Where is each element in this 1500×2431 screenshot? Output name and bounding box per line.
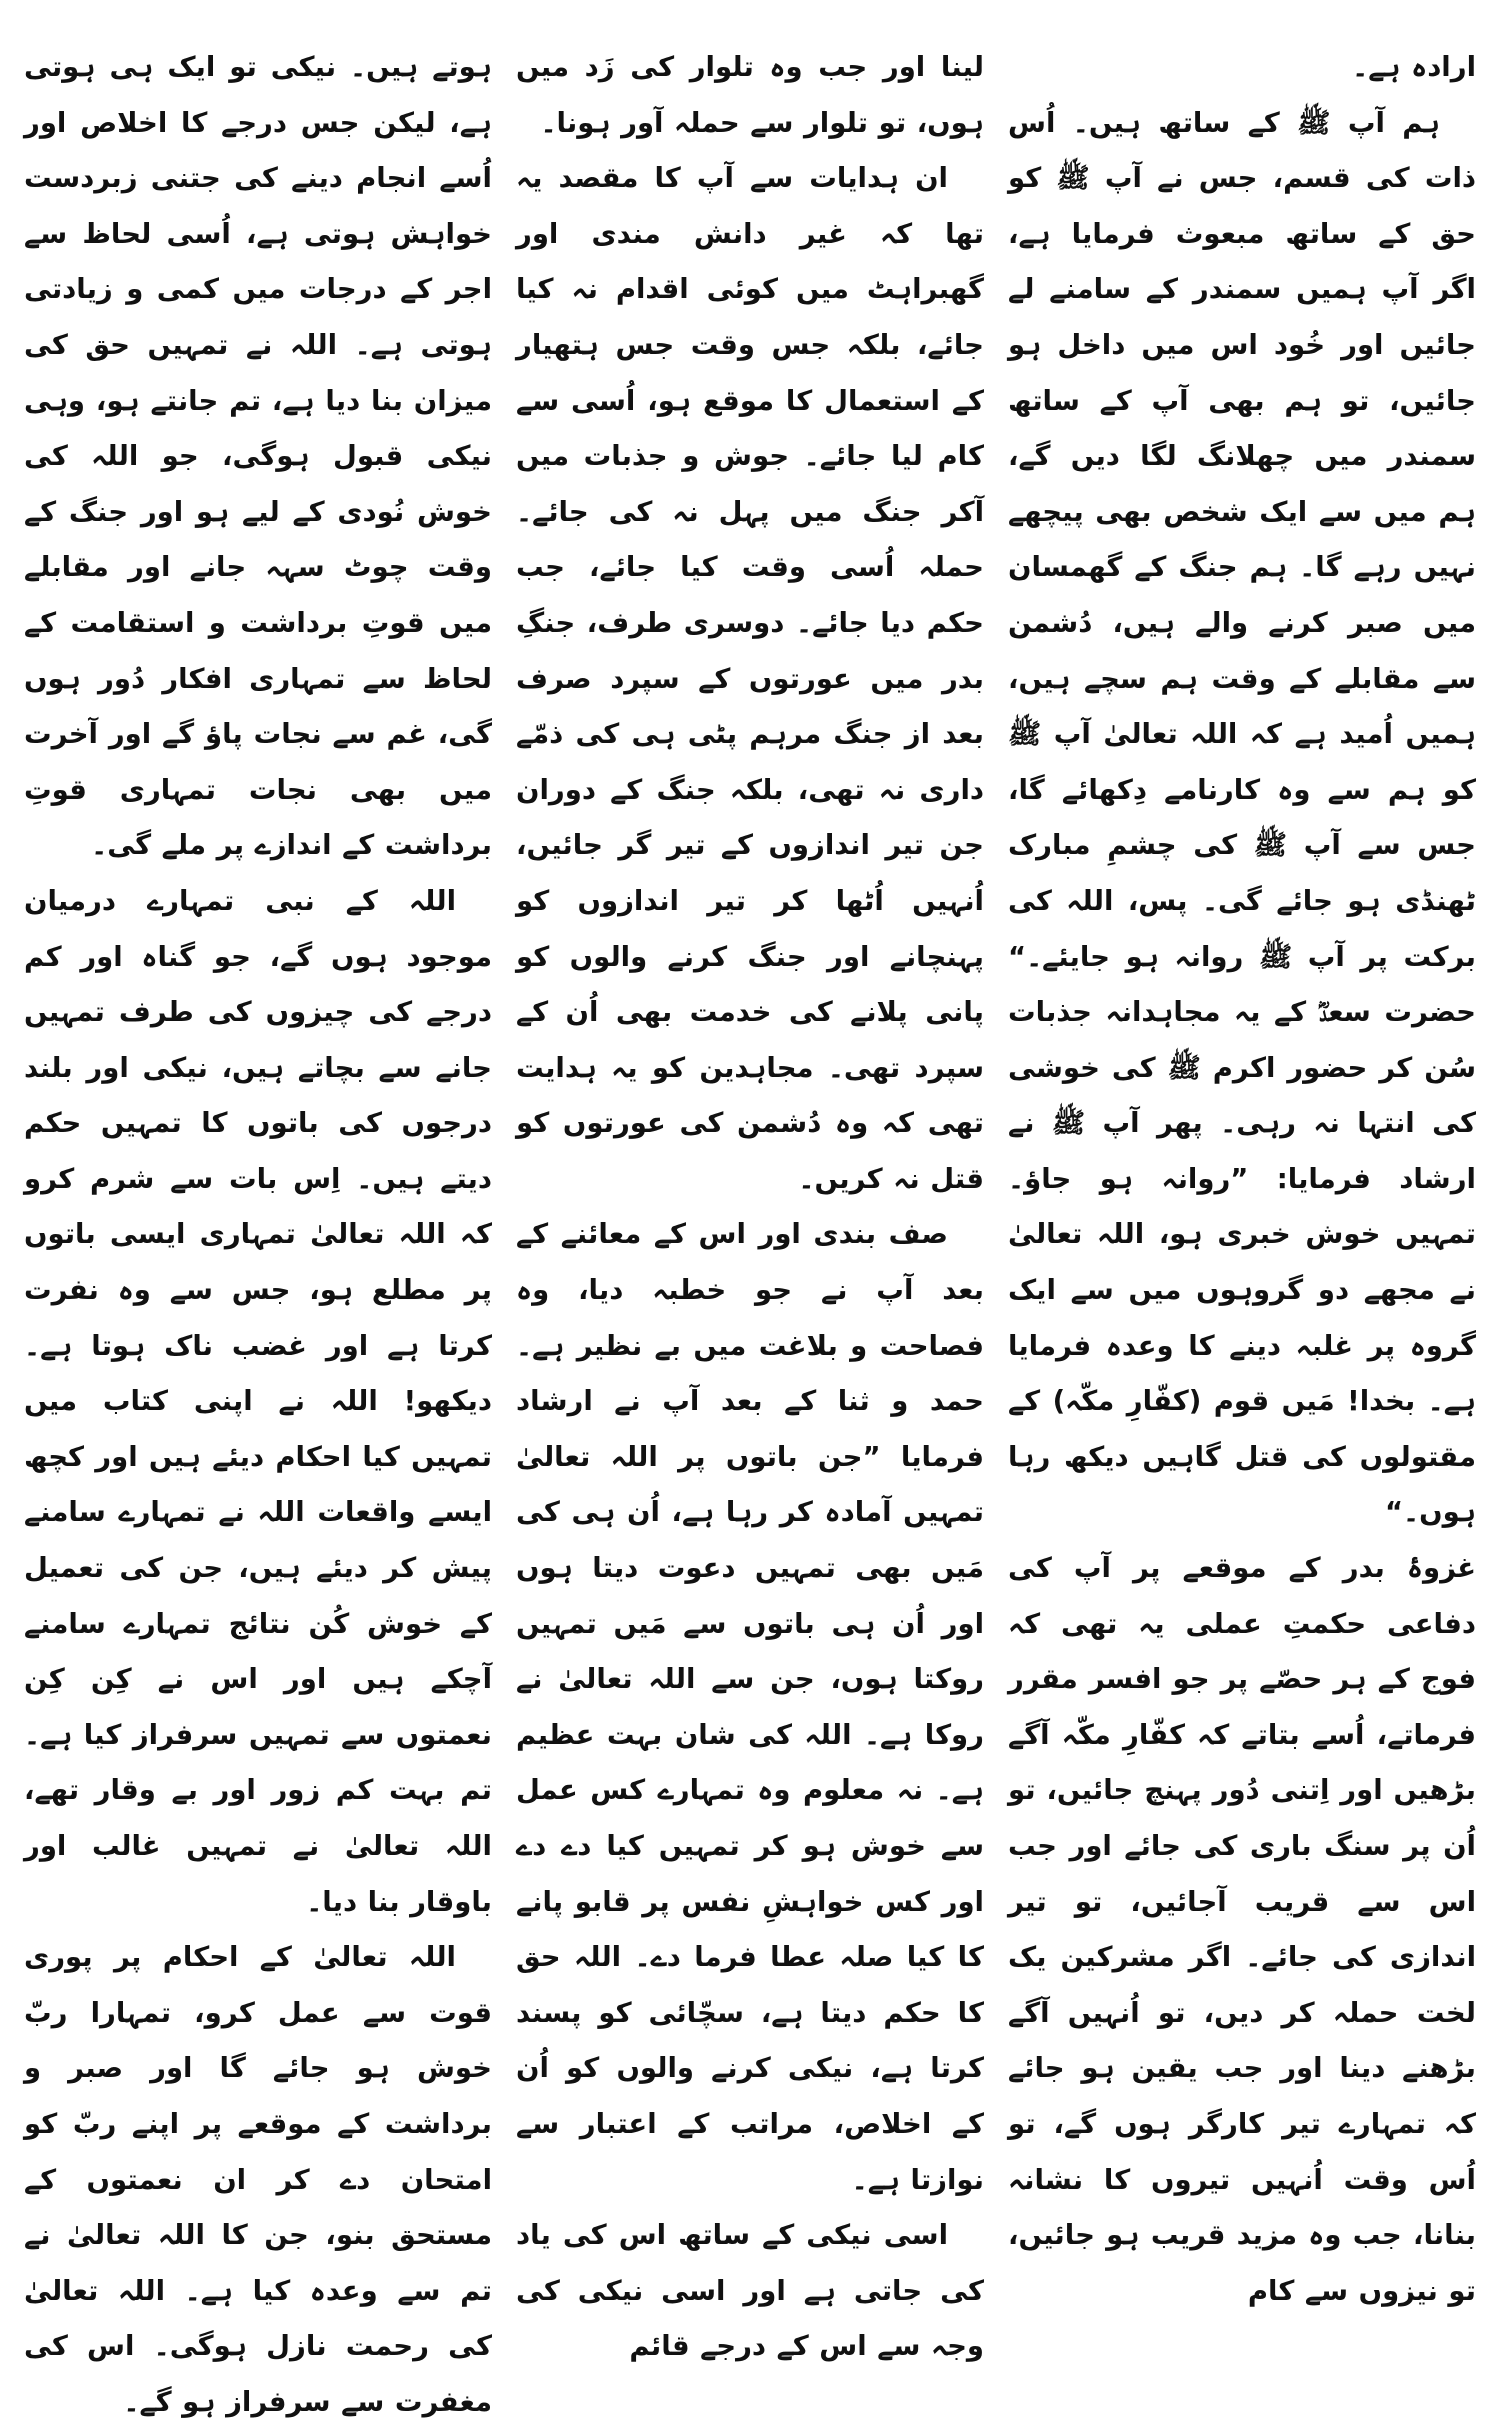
text-column-left	[24, 40, 492, 2418]
paragraph: ہوتے ہیں۔ نیکی تو ایک ہی ہوتی ہے، لیکن جس درجے کا اخلاص اور اُسے انجام دینے کی جتنی زبردست خواہش ہوتی ہے، اُسی لحاظ سے اجر کے درجات میں کمی و زیادتی ہوتی ہے۔ اللہ نے تمہیں حق کی میزان بنا دیا ہے، تم جانتے ہو، وہی نیکی قبول ہوگی، جو اللہ کی خوش نُودی کے لیے ہو اور جنگ کے وقت چوٹ سہہ جانے اور مقابلے میں قوتِ برداشت و استقامت کے لحاظ سے تمہاری افکار دُور ہوں گی، غم سے نجات پاؤ گے اور آخرت میں بھی نجات تمہاری قوتِ برداشت کے اندازے پر ملے گی۔	[24, 51, 492, 862]
paragraph: اللہ کے نبی تمہارے درمیان موجود ہوں گے، جو گناہ اور کم درجے کی چیزوں کی طرف تمہیں جانے سے بچاتے ہیں، نیکی اور بلند درجوں کی باتوں کا تمہیں حکم دیتے ہیں۔ اِس بات سے شرم کرو کہ اللہ تعالیٰ تمہاری ایسی باتوں پر مطلع ہو، جس سے وہ نفرت کرتا ہے اور غضب ناک ہوتا ہے۔ دیکھو! اللہ نے اپنی کتاب میں تمہیں کیا احکام دیئے ہیں اور کچھ ایسے واقعات اللہ نے تمہارے سامنے پیش کر دیئے ہیں، جن کی تعمیل کے خوش کُن نتائج تمہارے سامنے آچکے ہیں اور اس نے کِن کِن نعمتوں سے تمہیں سرفراز کیا ہے۔ تم بہت کم زور اور بے وقار تھے، اللہ تعالیٰ نے تمہیں غالب اور باوقار بنا دیا۔	[24, 884, 492, 1918]
paragraph: لینا اور جب وہ تلوار کی زَد میں ہوں، تو تلوار سے حملہ آور ہونا۔	[516, 51, 984, 139]
text-column-right	[1008, 40, 1476, 2307]
paragraph: ارادہ ہے۔	[1352, 51, 1476, 83]
paragraph: اسی نیکی کے ساتھ اس کی یاد کی جاتی ہے اور اسی نیکی کی وجہ سے اس کے درجے قائم	[516, 2219, 984, 2363]
paragraph: ہم آپ ﷺ کے ساتھ ہیں۔ اُس ذات کی قسم، جس نے آپ ﷺ کو حق کے ساتھ مبعوث فرمایا ہے، اگر آپ ہمیں سمندر کے سامنے لے جائیں اور خُود اس میں داخل ہو جائیں، تو ہم بھی آپ کے ساتھ سمندر میں چھلانگ لگا دیں گے، ہم میں سے ایک شخص بھی پیچھے نہیں رہے گا۔ ہم جنگ کے گھمسان میں صبر کرنے والے ہیں، دُشمن سے مقابلے کے وقت ہم سچے ہیں، ہمیں اُمید ہے کہ اللہ تعالیٰ آپ ﷺ کو ہم سے وہ کارنامے دِکھائے گا، جس سے آپ ﷺ کی چشمِ مبارک ٹھنڈی ہو جائے گی۔ پس، اللہ کی برکت پر آپ ﷺ روانہ ہو جایئے۔“ حضرت سعدؓ کے یہ مجاہدانہ جذبات سُن کر حضور اکرم ﷺ کی خوشی کی انتہا نہ رہی۔ پھر آپ ﷺ نے ارشاد فرمایا: ”روانہ ہو جاؤ۔ تمہیں خوش خبری ہو، اللہ تعالیٰ نے مجھے دو گروہوں میں سے ایک گروہ پر غلبہ دینے کا وعدہ فرمایا ہے۔ بخدا! مَیں قوم (کفّارِ مکّہ) کے مقتولوں کی قتل گاہیں دیکھ رہا ہوں۔“	[1008, 106, 1476, 1529]
paragraph: اللہ تعالیٰ کے احکام پر پوری قوت سے عمل کرو، تمہارا ربّ خوش ہو جائے گا اور صبر و برداشت کے موقعے پر اپنے ربّ کو امتحان دے کر ان نعمتوں کے مستحق بنو، جن کا اللہ تعالیٰ نے تم سے وعدہ کیا ہے۔ اللہ تعالیٰ کی رحمت نازل ہوگی۔ اس کی مغفرت سے سرفراز ہو گے۔	[24, 1941, 492, 2418]
paragraph: صف بندی اور اس کے معائنے کے بعد آپ نے جو خطبہ دیا، وہ فصاحت و بلاغت میں بے نظیر ہے۔ حمد و ثنا کے بعد آپ نے ارشاد فرمایا ”جن باتوں پر اللہ تعالیٰ تمہیں آمادہ کر رہا ہے، اُن ہی کی مَیں بھی تمہیں دعوت دیتا ہوں اور اُن ہی باتوں سے مَیں تمہیں روکتا ہوں، جن سے اللہ تعالیٰ نے روکا ہے۔ اللہ کی شان بہت عظیم ہے۔ نہ معلوم وہ تمہارے کس عمل سے خوش ہو کر تمہیں کیا دے دے اور کس خواہشِ نفس پر قابو پانے کا کیا صلہ عطا فرما دے۔ اللہ حق کا حکم دیتا ہے، سچّائی کو پسند کرتا ہے، نیکی کرنے والوں کو اُن کے اخلاص، مراتب کے اعتبار سے نوازتا ہے۔	[516, 1218, 984, 2196]
text-column-middle	[516, 40, 984, 2363]
paragraph: غزوۂ بدر کے موقعے پر آپ کی دفاعی حکمتِ عملی یہ تھی کہ فوج کے ہر حصّے پر جو افسر مقرر فرماتے، اُسے بتاتے کہ کفّارِ مکّہ آگے بڑھیں اور اِتنی دُور پہنچ جائیں، تو اُن پر سنگ باری کی جائے اور جب اس سے قریب آجائیں، تو تیر اندازی کی جائے۔ اگر مشرکین یک لخت حملہ کر دیں، تو اُنہیں آگے بڑھنے دینا اور جب یقین ہو جائے کہ تمہارے تیر کارگر ہوں گے، تو اُس وقت اُنہیں تیروں کا نشانہ بنانا، جب وہ مزید قریب ہو جائیں، تو نیزوں سے کام	[1008, 1552, 1476, 2307]
paragraph: ان ہدایات سے آپ کا مقصد یہ تھا کہ غیر دانش مندی اور گھبراہٹ میں کوئی اقدام نہ کیا جائے، بلکہ جس وقت جس ہتھیار کے استعمال کا موقع ہو، اُسی سے کام لیا جائے۔ جوش و جذبات میں آکر جنگ میں پہل نہ کی جائے۔ حملہ اُسی وقت کیا جائے، جب حکم دیا جائے۔ دوسری طرف، جنگِ بدر میں عورتوں کے سپرد صرف بعد از جنگ مرہم پٹی ہی کی ذمّے داری نہ تھی، بلکہ جنگ کے دوران جن تیر اندازوں کے تیر گر جائیں، اُنہیں اُٹھا کر تیر اندازوں کو پہنچانے اور جنگ کرنے والوں کو پانی پلانے کی خدمت بھی اُن کے سپرد تھی۔ مجاہدین کو یہ ہدایت تھی کہ وہ دُشمن کی عورتوں کو قتل نہ کریں۔	[516, 162, 984, 1195]
